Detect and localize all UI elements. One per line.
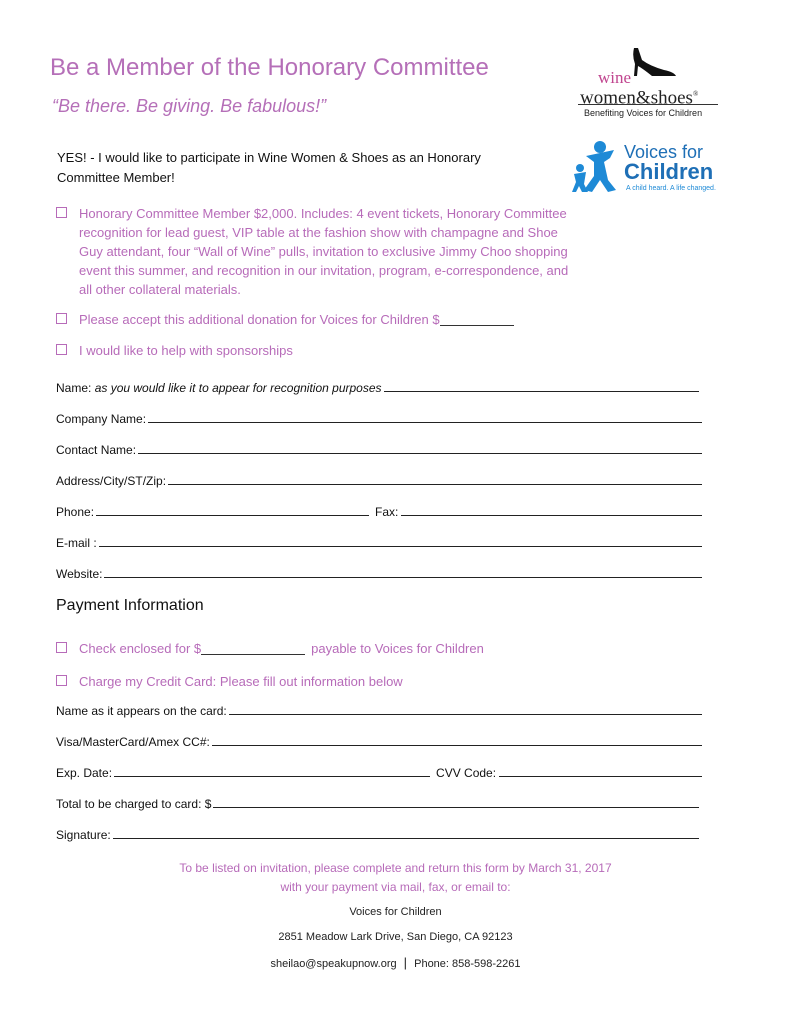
contact-field[interactable]: Contact Name: (56, 439, 702, 457)
logo-children-text: Children (624, 159, 714, 184)
contact-separator: | (403, 955, 408, 970)
name-field[interactable]: Name: as you would like it to appear for recognition purposes (56, 377, 699, 395)
donation-amount-field[interactable] (440, 313, 514, 326)
check-enclosed-option[interactable]: Check enclosed for $ payable to Voices for Children (56, 639, 484, 658)
signature-field[interactable]: Signature: (56, 824, 699, 842)
cvv-line[interactable] (499, 775, 702, 777)
donation-checkbox[interactable] (56, 313, 67, 324)
payment-heading: Payment Information (56, 597, 204, 614)
exp-date-line[interactable] (114, 775, 430, 777)
contact-email[interactable]: sheilao@speakupnow.org (270, 958, 397, 970)
phone-fax-field[interactable]: Phone: Fax: (56, 501, 702, 519)
card-number-field[interactable]: Visa/MasterCard/Amex CC#: (56, 731, 702, 749)
children-figures-icon (572, 140, 622, 194)
check-amount-field[interactable] (201, 642, 305, 655)
contact-phone: Phone: 858-598-2261 (414, 958, 521, 970)
credit-card-option[interactable]: Charge my Credit Card: Please fill out information below (56, 672, 403, 691)
wine-women-shoes-logo (572, 46, 722, 130)
honorary-member-option[interactable]: Honorary Committee Member $2,000. Includes: 4 event tickets, Honorary Committee recognition for lead guest, VIP table at the fashion show with champagne and Shoe Guy attendant, four “Wall of Wine” pulls, invitation to exclusive Jimmy Choo shopping event this summer, and recognition in our invitation, program, e-correspondence, and all other collateral materials. (56, 204, 569, 299)
contact-info (0, 955, 791, 970)
intro-text: YES! - I would like to participate in Wine Women & Shoes as an Honorary Committee Member! (57, 150, 481, 185)
email-field[interactable]: E-mail : (56, 532, 702, 550)
deadline-line-2: with your payment via mail, fax, or email to: (280, 880, 511, 894)
honorary-member-checkbox[interactable] (56, 207, 67, 218)
org-name: Voices for Children (349, 906, 442, 918)
logo-slogan: A child heard. A life changed. (626, 185, 716, 192)
sponsorships-checkbox[interactable] (56, 344, 67, 355)
address-field[interactable]: Address/City/ST/Zip: (56, 470, 702, 488)
voices-for-children-logo (572, 140, 732, 196)
org-address: 2851 Meadow Lark Drive, San Diego, CA 92123 (278, 931, 513, 943)
fax-line[interactable] (401, 514, 702, 516)
page-title: Be a Member of the Honorary Committee (50, 54, 489, 81)
logo-women-shoes-text: women&shoes® (580, 87, 699, 109)
sponsorships-option[interactable]: I would like to help with sponsorships (56, 341, 293, 360)
total-field[interactable]: Total to be charged to card: $ (56, 793, 699, 811)
card-name-field[interactable]: Name as it appears on the card: (56, 700, 702, 718)
check-enclosed-checkbox[interactable] (56, 642, 67, 653)
logo-subtitle: Benefiting Voices for Children (584, 108, 703, 118)
logo-wine-text: wine (598, 68, 632, 87)
deadline-line-1: To be listed on invitation, please complete and return this form by March 31, 2017 (179, 861, 612, 875)
exp-cvv-field[interactable]: Exp. Date: CVV Code: (56, 762, 702, 780)
company-field[interactable]: Company Name: (56, 408, 702, 426)
logo-voices-text: Voices for (624, 142, 704, 162)
phone-line[interactable] (96, 514, 369, 516)
credit-card-checkbox[interactable] (56, 675, 67, 686)
website-field[interactable]: Website: (56, 563, 702, 581)
tagline: “Be there. Be giving. Be fabulous!” (52, 96, 327, 116)
donation-option[interactable]: Please accept this additional donation for Voices for Children $ (56, 310, 514, 329)
name-line[interactable] (384, 390, 699, 392)
